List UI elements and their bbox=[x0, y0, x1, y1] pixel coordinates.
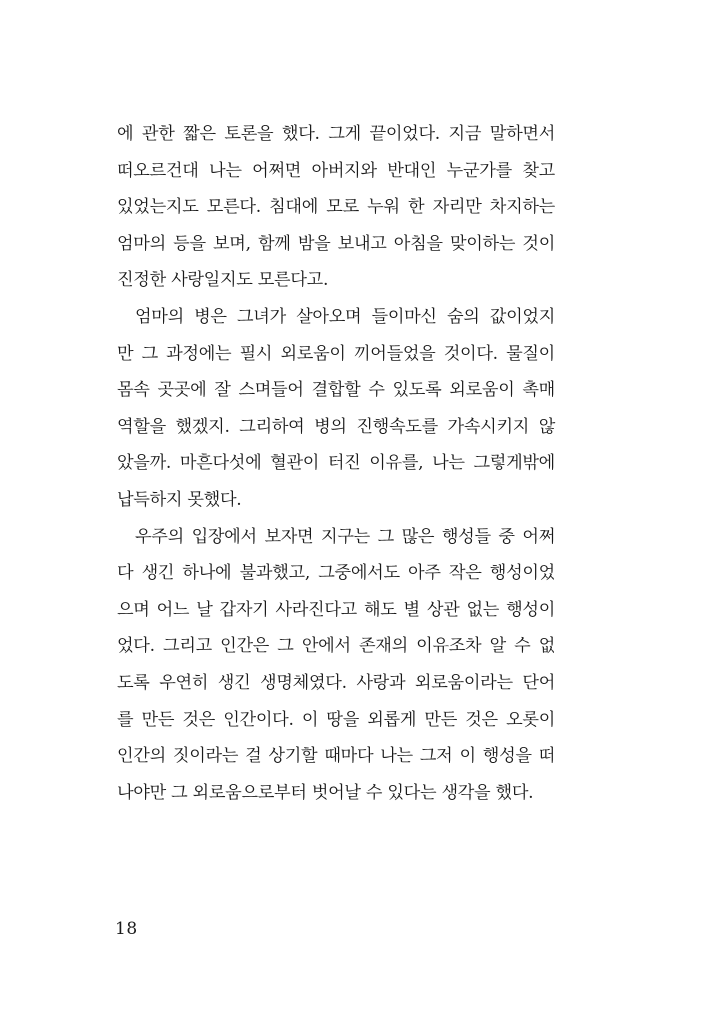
text-line: 엄마의 등을 보며, 함께 밤을 보내고 아침을 맞이하는 것이 bbox=[117, 233, 555, 254]
text-line: 었다. 그리고 인간은 그 안에서 존재의 이유조차 알 수 없 bbox=[117, 636, 555, 657]
text-line: 에 관한 짧은 토론을 했다. 그게 끝이었다. 지금 말하면서 bbox=[117, 124, 555, 144]
text-line: 몸속 곳곳에 잘 스며들어 결합할 수 있도록 외로움이 촉매 bbox=[117, 380, 555, 401]
text-line: 를 만든 것은 인간이다. 이 땅을 외롭게 만든 것은 오롯이 bbox=[117, 709, 555, 730]
text-line: 역할을 했겠지. 그리하여 병의 진행속도를 가속시키지 않 bbox=[117, 416, 555, 437]
paragraph-2 bbox=[117, 299, 555, 519]
text-line: 있었는지도 모른다. 침대에 모로 누워 한 자리만 차지하는 bbox=[117, 197, 555, 218]
text-line: 인간의 짓이라는 걸 상기할 때마다 나는 그저 이 행성을 떠 bbox=[117, 746, 555, 767]
text-line: 진정한 사랑일지도 모른다고. bbox=[117, 270, 329, 291]
page-number: 18 bbox=[115, 919, 138, 939]
text-line: 다 생긴 하나에 불과했고, 그중에서도 아주 작은 행성이었 bbox=[117, 563, 555, 584]
text-line: 으며 어느 날 갑자기 사라진다고 해도 별 상관 없는 행성이 bbox=[117, 599, 555, 620]
text-line: 납득하지 못했다. bbox=[117, 489, 242, 510]
text-line: 엄마의 병은 그녀가 살아오며 들이마신 숨의 값이었지 bbox=[135, 306, 555, 327]
text-line: 나야만 그 외로움으로부터 벗어날 수 있다는 생각을 했다. bbox=[117, 782, 534, 803]
text-line: 떠오르건대 나는 어쩌면 아버지와 반대인 누군가를 찾고 bbox=[117, 160, 555, 181]
paragraph-3 bbox=[117, 519, 555, 812]
text-line: 만 그 과정에는 필시 외로움이 끼어들었을 것이다. 물질이 bbox=[117, 343, 555, 364]
paragraph-1 bbox=[117, 116, 555, 299]
text-line: 도록 우연히 생긴 생명체였다. 사랑과 외로움이라는 단어 bbox=[117, 672, 555, 693]
body-text bbox=[117, 116, 555, 811]
text-line: 우주의 입장에서 보자면 지구는 그 많은 행성들 중 어쩌 bbox=[135, 526, 555, 547]
text-line: 았을까. 마흔다섯에 혈관이 터진 이유를, 나는 그렇게밖에 bbox=[117, 453, 555, 474]
